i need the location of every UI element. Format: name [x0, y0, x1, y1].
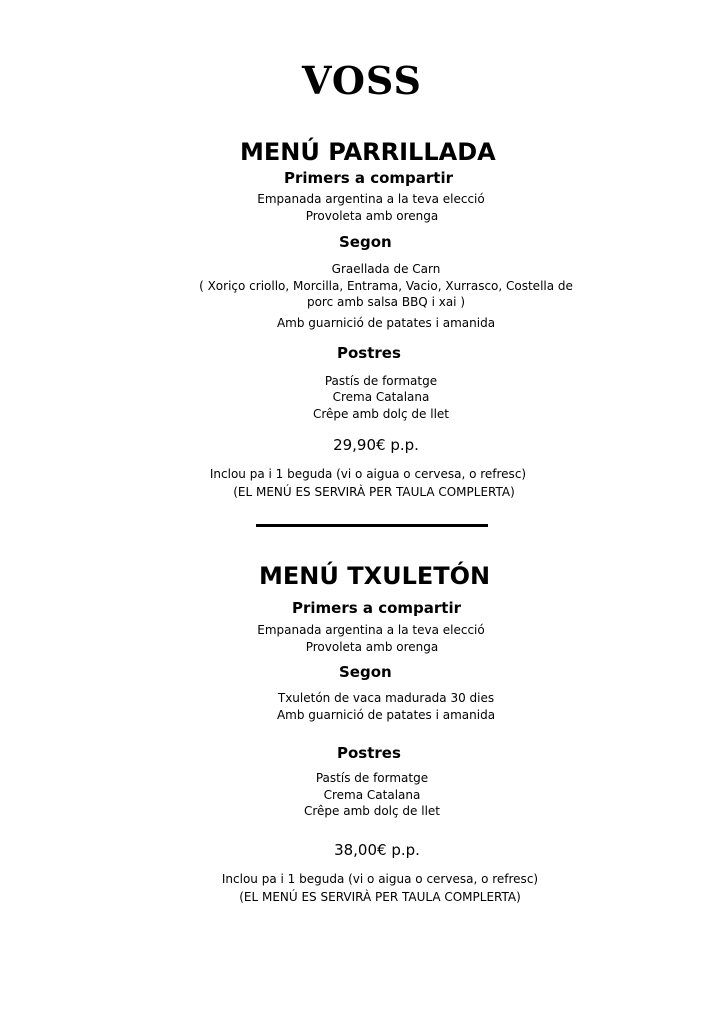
menu-item: porc amb salsa BBQ i xai ) — [306, 295, 466, 309]
menu-item: Empanada argentina a la teva elecció — [257, 623, 485, 637]
menu-price: 29,90€ p.p. — [333, 436, 419, 454]
menu-item: Crêpe amb dolç de llet — [304, 804, 440, 818]
menu-item: Crêpe amb dolç de llet — [313, 407, 449, 421]
menu-item: ( Xoriço criollo, Morcilla, Entrama, Vacio, Xurrasco, Costella de — [199, 279, 573, 293]
menu-item: Provoleta amb orenga — [305, 209, 439, 223]
menu-note: (EL MENÚ ES SERVIRÀ PER TAULA COMPLERTA) — [239, 890, 521, 904]
section-heading-desserts: Postres — [337, 344, 401, 362]
menu-note: Inclou pa i 1 beguda (vi o aigua o cervesa, o refresc) — [221, 872, 539, 886]
menu-note: Inclou pa i 1 beguda (vi o aigua o cervesa, o refresc) — [209, 467, 527, 481]
menu-item: Crema Catalana — [323, 788, 421, 802]
brand-title: VOSS — [302, 58, 422, 103]
menu-title-parrillada: MENÚ PARRILLADA — [240, 138, 496, 166]
section-heading-main: Segon — [339, 233, 392, 251]
menu-item: Provoleta amb orenga — [305, 640, 439, 654]
menu-price: 38,00€ p.p. — [334, 841, 420, 859]
menu-title-txuleton: MENÚ TXULETÓN — [259, 562, 491, 590]
menu-item: Txuletón de vaca madurada 30 dies — [277, 691, 495, 705]
section-divider — [256, 524, 488, 527]
section-heading-main: Segon — [339, 663, 392, 681]
menu-item: Amb guarnició de patates i amanida — [276, 708, 496, 722]
menu-item: Pastís de formatge — [324, 374, 438, 388]
menu-item: Graellada de Carn — [331, 262, 441, 276]
section-heading-desserts: Postres — [337, 744, 401, 762]
menu-item: Crema Catalana — [332, 390, 430, 404]
section-heading-first-courses: Primers a compartir — [284, 169, 454, 187]
menu-item: Amb guarnició de patates i amanida — [276, 316, 496, 330]
menu-item: Empanada argentina a la teva elecció — [257, 192, 485, 206]
menu-note: (EL MENÚ ES SERVIRÀ PER TAULA COMPLERTA) — [233, 485, 515, 499]
menu-item: Pastís de formatge — [315, 771, 429, 785]
section-heading-first-courses: Primers a compartir — [292, 599, 462, 617]
